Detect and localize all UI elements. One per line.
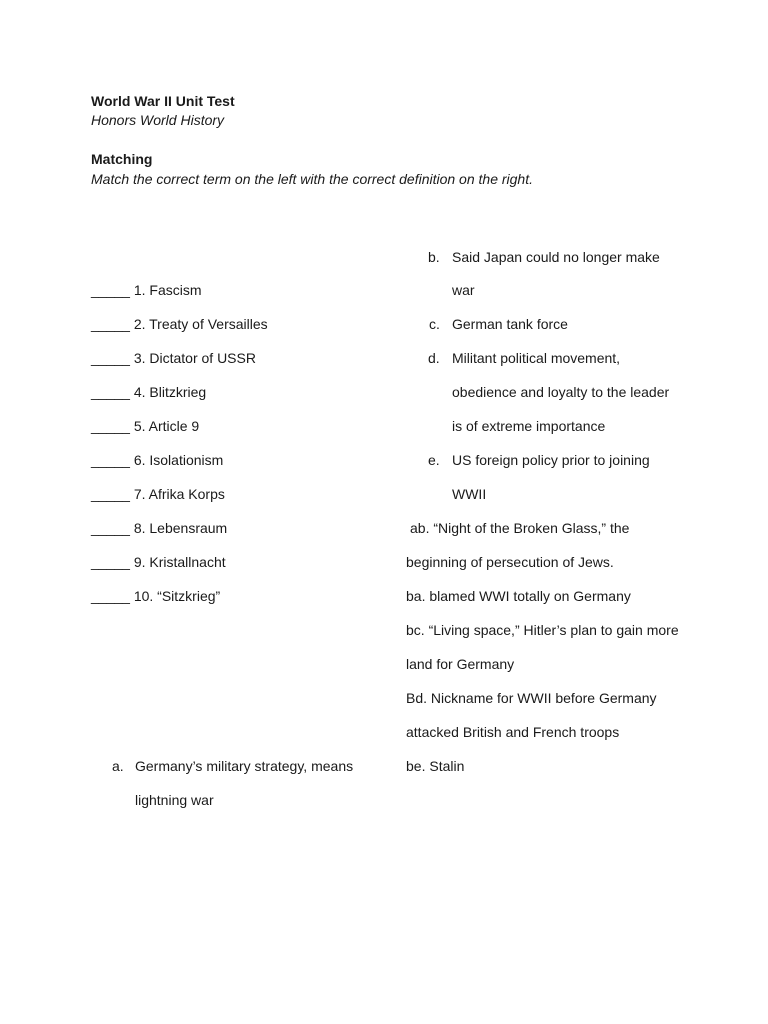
definition-text: attacked British and French troops — [406, 724, 620, 740]
page-title: World War II Unit Test — [91, 93, 235, 109]
definition-text: ab. “Night of the Broken Glass,” the — [410, 520, 630, 536]
definition-text: US foreign policy prior to joining — [452, 452, 650, 468]
definition-letter: e. — [428, 452, 440, 468]
definition-text: Said Japan could no longer make — [452, 249, 660, 265]
definition-text: WWII — [452, 486, 487, 502]
term-item: _____ 3. Dictator of USSR — [91, 350, 256, 366]
definition-letter: a. — [112, 758, 124, 774]
definition-text: be. Stalin — [406, 758, 465, 774]
section-heading: Matching — [91, 151, 153, 167]
definition-text: ba. blamed WWI totally on Germany — [406, 588, 631, 604]
term-item: _____ 10. “Sitzkrieg” — [91, 588, 221, 604]
definition-text: obedience and loyalty to the leader — [452, 384, 670, 400]
term-item: _____ 9. Kristallnacht — [91, 554, 226, 570]
definition-text: Militant political movement, — [452, 350, 621, 366]
term-item: _____ 1. Fascism — [91, 282, 202, 298]
definition-text: beginning of persecution of Jews. — [406, 554, 614, 570]
definition-text: Germany’s military strategy, means — [135, 758, 354, 774]
term-item: _____ 2. Treaty of Versailles — [91, 316, 268, 332]
definition-text: war — [452, 282, 475, 298]
term-item: _____ 6. Isolationism — [91, 452, 224, 468]
definition-letter: c. — [429, 316, 440, 332]
definition-text: lightning war — [135, 792, 214, 808]
definition-text: Bd. Nickname for WWII before Germany — [406, 690, 657, 706]
definition-letter: d. — [428, 350, 440, 366]
definition-text: is of extreme importance — [452, 418, 606, 434]
definition-text: German tank force — [452, 316, 568, 332]
section-instructions: Match the correct term on the left with the correct definition on the right. — [91, 171, 533, 187]
term-item: _____ 5. Article 9 — [91, 418, 200, 434]
page-subtitle: Honors World History — [91, 112, 225, 128]
definition-text: land for Germany — [406, 656, 515, 672]
definition-text: bc. “Living space,” Hitler’s plan to gain more — [406, 622, 679, 638]
term-item: _____ 7. Afrika Korps — [91, 486, 225, 502]
term-item: _____ 8. Lebensraum — [91, 520, 228, 536]
definition-letter: b. — [428, 249, 440, 265]
term-item: _____ 4. Blitzkrieg — [91, 384, 207, 400]
